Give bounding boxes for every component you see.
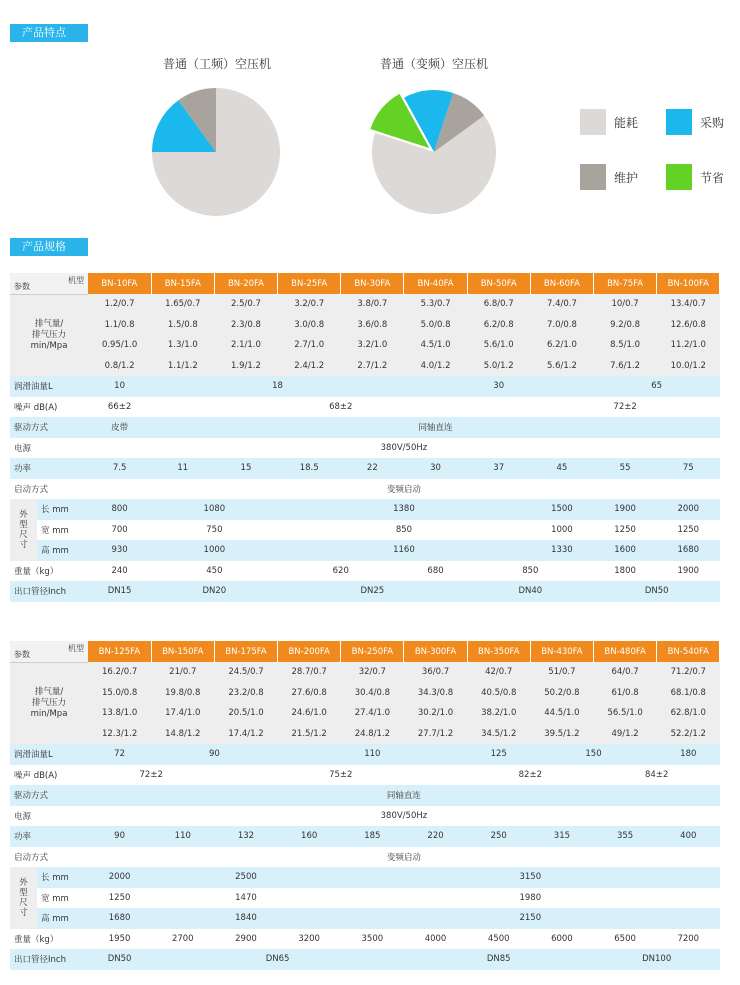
table-cell: 21.5/1.2 bbox=[278, 724, 341, 745]
table-cell: 620 bbox=[278, 561, 404, 582]
legend-item-purchase bbox=[666, 108, 724, 136]
table-cell: 1.5/0.8 bbox=[151, 315, 214, 336]
table-cell: 3500 bbox=[341, 929, 404, 950]
table-cell: 125 bbox=[467, 744, 530, 765]
table-cell: 42/0.7 bbox=[467, 662, 530, 683]
row-label-width: 宽 mm bbox=[37, 888, 88, 909]
table-cell: 6.2/1.0 bbox=[530, 335, 593, 356]
table-cell: 380V/50Hz bbox=[88, 806, 720, 827]
table-cell: 7.0/0.8 bbox=[530, 315, 593, 336]
table-cell: 2.7/1.0 bbox=[278, 335, 341, 356]
legend-item-saving bbox=[666, 163, 724, 191]
row-label-noise: 噪声 dB(A) bbox=[10, 397, 88, 418]
legend-item-energy bbox=[580, 108, 638, 136]
table-cell: 1250 bbox=[657, 520, 720, 541]
table-cell: 34.3/0.8 bbox=[404, 683, 467, 704]
table2-corner bbox=[10, 641, 88, 662]
table-cell: 30 bbox=[404, 458, 467, 479]
table-cell: 15.0/0.8 bbox=[88, 683, 151, 704]
table-cell: 3200 bbox=[278, 929, 341, 950]
table-cell: 5.6/1.0 bbox=[467, 335, 530, 356]
table-cell: 1680 bbox=[88, 908, 151, 929]
table-cell: 34.5/1.2 bbox=[467, 724, 530, 745]
table1-model-header: BN-60FA bbox=[530, 273, 593, 294]
row-label-noise: 噪声 dB(A) bbox=[10, 765, 88, 786]
table-cell: 39.5/1.2 bbox=[530, 724, 593, 745]
table-cell: DN50 bbox=[88, 949, 151, 970]
table-cell: 5.0/1.2 bbox=[467, 356, 530, 377]
corner-param-label: 参数 bbox=[14, 649, 30, 659]
table-cell: 68.1/0.8 bbox=[657, 683, 720, 704]
section-label-specs: 产品规格 bbox=[10, 238, 88, 256]
table2-model-header: BN-350FA bbox=[467, 641, 530, 662]
table-cell: 30 bbox=[404, 376, 594, 397]
table-cell: DN15 bbox=[88, 581, 151, 602]
table1-model-header: BN-30FA bbox=[341, 273, 404, 294]
table-cell: 11 bbox=[151, 458, 214, 479]
table-cell: 84±2 bbox=[594, 765, 720, 786]
table-cell: 450 bbox=[151, 561, 277, 582]
table-cell: 2000 bbox=[88, 867, 151, 888]
legend-label-saving: 节省 bbox=[700, 170, 725, 185]
table-cell: 22 bbox=[341, 458, 404, 479]
row-label-weight: 重量（kg） bbox=[10, 929, 88, 950]
table-cell: 68±2 bbox=[151, 397, 530, 418]
table2-model-header: BN-480FA bbox=[594, 641, 657, 662]
table2-model-header: BN-300FA bbox=[404, 641, 467, 662]
table-cell: 12.6/0.8 bbox=[657, 315, 720, 336]
row-label-oil: 润滑油量L bbox=[10, 744, 88, 765]
table-cell: 380V/50Hz bbox=[88, 438, 720, 459]
spec-table-2 bbox=[10, 641, 720, 970]
table-cell: 24.8/1.2 bbox=[341, 724, 404, 745]
table2-model-header: BN-250FA bbox=[341, 641, 404, 662]
table-cell: 1980 bbox=[341, 888, 720, 909]
table-cell: 72±2 bbox=[530, 397, 720, 418]
table-cell: 1.2/0.7 bbox=[88, 294, 151, 315]
table-cell: 11.2/1.0 bbox=[657, 335, 720, 356]
table-cell: 185 bbox=[341, 826, 404, 847]
table-cell: 5.6/1.2 bbox=[530, 356, 593, 377]
table-cell: 700 bbox=[88, 520, 151, 541]
table2-model-header: BN-430FA bbox=[530, 641, 593, 662]
table-cell: 400 bbox=[657, 826, 720, 847]
table-cell: 2700 bbox=[151, 929, 214, 950]
table-cell: 19.8/0.8 bbox=[151, 683, 214, 704]
row-label-power-source: 电源 bbox=[10, 806, 88, 827]
table-cell: 17.4/1.0 bbox=[151, 703, 214, 724]
legend-label-maintenance: 维护 bbox=[614, 170, 639, 185]
table-cell: 1600 bbox=[594, 540, 657, 561]
table1-model-header: BN-15FA bbox=[151, 273, 214, 294]
table-cell: 30.2/1.0 bbox=[404, 703, 467, 724]
table-cell: 250 bbox=[467, 826, 530, 847]
table-cell: 27.7/1.2 bbox=[404, 724, 467, 745]
legend-swatch-maintenance bbox=[580, 164, 606, 190]
table-cell: 皮带 bbox=[88, 417, 151, 438]
table-cell: 680 bbox=[404, 561, 467, 582]
table-cell: 3.0/0.8 bbox=[278, 315, 341, 336]
table-cell: 6000 bbox=[530, 929, 593, 950]
table-cell: 1470 bbox=[151, 888, 341, 909]
table-cell: 30.4/0.8 bbox=[341, 683, 404, 704]
table-cell: 220 bbox=[404, 826, 467, 847]
table-cell: 110 bbox=[278, 744, 468, 765]
table-cell: 45 bbox=[530, 458, 593, 479]
table-cell: 72±2 bbox=[88, 765, 214, 786]
table-cell: 18.5 bbox=[278, 458, 341, 479]
table-cell: 0.8/1.2 bbox=[88, 356, 151, 377]
table-cell: 10.0/1.2 bbox=[657, 356, 720, 377]
table-cell: 1.1/0.8 bbox=[88, 315, 151, 336]
corner-model-label: 机型 bbox=[68, 276, 84, 285]
table-cell: 1.1/1.2 bbox=[151, 356, 214, 377]
table-cell: 5.0/0.8 bbox=[404, 315, 467, 336]
table-cell: 1330 bbox=[530, 540, 593, 561]
table-cell: 24.5/0.7 bbox=[214, 662, 277, 683]
table-cell: 10/0.7 bbox=[594, 294, 657, 315]
row-label-width: 宽 mm bbox=[37, 520, 88, 541]
table-cell: 4500 bbox=[467, 929, 530, 950]
row-label-drive: 驱动方式 bbox=[10, 417, 88, 438]
table-cell: 28.7/0.7 bbox=[278, 662, 341, 683]
legend-swatch-energy bbox=[580, 109, 606, 135]
table-cell: 1950 bbox=[88, 929, 151, 950]
row-label-start: 启动方式 bbox=[10, 479, 88, 500]
table-cell: 1.9/1.2 bbox=[214, 356, 277, 377]
table-cell: 38.2/1.0 bbox=[467, 703, 530, 724]
table-cell: 12.3/1.2 bbox=[88, 724, 151, 745]
table-cell: 355 bbox=[594, 826, 657, 847]
table1-model-header: BN-20FA bbox=[214, 273, 277, 294]
table-cell: 16.2/0.7 bbox=[88, 662, 151, 683]
table-cell: 1160 bbox=[278, 540, 531, 561]
table-cell: 850 bbox=[278, 520, 531, 541]
table2-model-header: BN-175FA bbox=[214, 641, 277, 662]
table-cell: 930 bbox=[88, 540, 151, 561]
legend-label-purchase: 采购 bbox=[700, 115, 725, 130]
table-cell: 132 bbox=[214, 826, 277, 847]
table-cell: 240 bbox=[88, 561, 151, 582]
table-cell: 1000 bbox=[151, 540, 277, 561]
table-cell: 56.5/1.0 bbox=[594, 703, 657, 724]
table-cell: 800 bbox=[88, 499, 151, 520]
table-cell: 90 bbox=[151, 744, 277, 765]
row-label-drive: 驱动方式 bbox=[10, 785, 88, 806]
row-label-length: 长 mm bbox=[37, 499, 88, 520]
chart-title-right: 普通（变频）空压机 bbox=[379, 57, 488, 71]
table-cell: 1680 bbox=[657, 540, 720, 561]
table-cell: 5.3/0.7 bbox=[404, 294, 467, 315]
table-cell: 180 bbox=[657, 744, 720, 765]
table-cell: 82±2 bbox=[467, 765, 593, 786]
row-label-outlet: 出口管径Inch bbox=[10, 949, 88, 970]
table1-model-header: BN-50FA bbox=[467, 273, 530, 294]
table-cell: 1.3/1.0 bbox=[151, 335, 214, 356]
table-cell: 62.8/1.0 bbox=[657, 703, 720, 724]
table-cell: 3.2/1.0 bbox=[341, 335, 404, 356]
table-cell: 51/0.7 bbox=[530, 662, 593, 683]
table-cell: 7.6/1.2 bbox=[594, 356, 657, 377]
table-cell: 同轴直连 bbox=[88, 785, 720, 806]
table-cell: 1080 bbox=[151, 499, 277, 520]
table-cell: 36/0.7 bbox=[404, 662, 467, 683]
table-cell: 32/0.7 bbox=[341, 662, 404, 683]
table-cell: 变频启动 bbox=[88, 479, 720, 500]
table-cell: 71.2/0.7 bbox=[657, 662, 720, 683]
table-cell: 1.65/0.7 bbox=[151, 294, 214, 315]
table-cell: 1250 bbox=[594, 520, 657, 541]
table-cell: 64/0.7 bbox=[594, 662, 657, 683]
table2-model-header: BN-150FA bbox=[151, 641, 214, 662]
table1-corner bbox=[10, 273, 88, 294]
table-cell: 850 bbox=[467, 561, 593, 582]
table-cell: 750 bbox=[151, 520, 277, 541]
table-cell: 315 bbox=[530, 826, 593, 847]
table1-model-header: BN-40FA bbox=[404, 273, 467, 294]
table-cell: 1900 bbox=[594, 499, 657, 520]
table-cell: 3.8/0.7 bbox=[341, 294, 404, 315]
table-cell: 37 bbox=[467, 458, 530, 479]
row-label-power-source: 电源 bbox=[10, 438, 88, 459]
table1-model-header: BN-25FA bbox=[278, 273, 341, 294]
table-cell: 4000 bbox=[404, 929, 467, 950]
table2-model-header: BN-200FA bbox=[278, 641, 341, 662]
pie-chart-left bbox=[150, 86, 282, 218]
table-cell: 2.3/0.8 bbox=[214, 315, 277, 336]
row-label-power: 功率 bbox=[10, 458, 88, 479]
legend-swatch-saving bbox=[666, 164, 692, 190]
table-cell: 40.5/0.8 bbox=[467, 683, 530, 704]
table-cell: 4.0/1.2 bbox=[404, 356, 467, 377]
table-cell: 1840 bbox=[151, 908, 341, 929]
table-cell: 6.8/0.7 bbox=[467, 294, 530, 315]
table-cell: 20.5/1.0 bbox=[214, 703, 277, 724]
row-label-dims: 外 型 尺 寸 bbox=[10, 867, 37, 929]
chart-title-left: 普通（工频）空压机 bbox=[162, 57, 271, 71]
table-cell: 23.2/0.8 bbox=[214, 683, 277, 704]
table-cell: 75 bbox=[657, 458, 720, 479]
table-cell: DN100 bbox=[594, 949, 720, 970]
table-cell: 2150 bbox=[341, 908, 720, 929]
table-cell: 2000 bbox=[657, 499, 720, 520]
row-label-height: 高 mm bbox=[37, 540, 88, 561]
row-label-start: 启动方式 bbox=[10, 847, 88, 868]
row-label-oil: 润滑油量L bbox=[10, 376, 88, 397]
table2-model-header: BN-540FA bbox=[657, 641, 720, 662]
table1-model-header: BN-10FA bbox=[88, 273, 151, 294]
table-cell: 49/1.2 bbox=[594, 724, 657, 745]
table-cell: DN50 bbox=[594, 581, 720, 602]
table-cell: 1000 bbox=[530, 520, 593, 541]
table-cell: 110 bbox=[151, 826, 214, 847]
table-cell: 8.5/1.0 bbox=[594, 335, 657, 356]
table-cell: 7.5 bbox=[88, 458, 151, 479]
table-cell: 2500 bbox=[151, 867, 341, 888]
table-cell: 18 bbox=[151, 376, 404, 397]
table-cell: DN85 bbox=[404, 949, 594, 970]
table-cell: 同轴直连 bbox=[151, 417, 720, 438]
row-label-length: 长 mm bbox=[37, 867, 88, 888]
table-cell: 21/0.7 bbox=[151, 662, 214, 683]
table-cell: 2.5/0.7 bbox=[214, 294, 277, 315]
table-cell: 52.2/1.2 bbox=[657, 724, 720, 745]
table-cell: 9.2/0.8 bbox=[594, 315, 657, 336]
table-cell: 24.6/1.0 bbox=[278, 703, 341, 724]
table-cell: DN20 bbox=[151, 581, 277, 602]
row-label-flow: 排气量/ 排气压力 min/Mpa bbox=[10, 294, 88, 376]
table-cell: 13.8/1.0 bbox=[88, 703, 151, 724]
table-cell: DN65 bbox=[151, 949, 404, 970]
table-cell: 13.4/0.7 bbox=[657, 294, 720, 315]
table-cell: 7.4/0.7 bbox=[530, 294, 593, 315]
row-label-dims: 外 型 尺 寸 bbox=[10, 499, 37, 561]
table-cell: 4.5/1.0 bbox=[404, 335, 467, 356]
table-cell: 27.6/0.8 bbox=[278, 683, 341, 704]
table-cell: 90 bbox=[88, 826, 151, 847]
table-cell: 14.8/1.2 bbox=[151, 724, 214, 745]
table-cell: 2900 bbox=[214, 929, 277, 950]
table-cell: 27.4/1.0 bbox=[341, 703, 404, 724]
corner-param-label: 参数 bbox=[14, 281, 30, 291]
table-cell: 0.95/1.0 bbox=[88, 335, 151, 356]
table-cell: 6.2/0.8 bbox=[467, 315, 530, 336]
table-cell: 50.2/0.8 bbox=[530, 683, 593, 704]
table-cell: 1500 bbox=[530, 499, 593, 520]
table-cell: 61/0.8 bbox=[594, 683, 657, 704]
spec-table-1 bbox=[10, 273, 720, 602]
row-label-height: 高 mm bbox=[37, 908, 88, 929]
legend-label-energy: 能耗 bbox=[614, 115, 639, 130]
table-cell: 55 bbox=[594, 458, 657, 479]
table-cell: 65 bbox=[594, 376, 720, 397]
table-cell: 15 bbox=[214, 458, 277, 479]
table-cell: 66±2 bbox=[88, 397, 151, 418]
table-cell: DN40 bbox=[467, 581, 593, 602]
table-cell: 2.1/1.0 bbox=[214, 335, 277, 356]
row-label-flow: 排气量/ 排气压力 min/Mpa bbox=[10, 662, 88, 744]
table-cell: 7200 bbox=[657, 929, 720, 950]
table1-model-header: BN-75FA bbox=[594, 273, 657, 294]
table-cell: 44.5/1.0 bbox=[530, 703, 593, 724]
table-cell: 17.4/1.2 bbox=[214, 724, 277, 745]
row-label-power: 功率 bbox=[10, 826, 88, 847]
section-label-features: 产品特点 bbox=[10, 24, 88, 42]
legend-swatch-purchase bbox=[666, 109, 692, 135]
table2-model-header: BN-125FA bbox=[88, 641, 151, 662]
table-cell: 1250 bbox=[88, 888, 151, 909]
table1-model-header: BN-100FA bbox=[657, 273, 720, 294]
table-cell: 75±2 bbox=[214, 765, 467, 786]
corner-model-label: 机型 bbox=[68, 644, 84, 653]
legend-item-maintenance bbox=[580, 163, 638, 191]
table-cell: 150 bbox=[530, 744, 656, 765]
table-cell: 2.4/1.2 bbox=[278, 356, 341, 377]
table-cell: 6500 bbox=[594, 929, 657, 950]
table-cell: 1800 bbox=[594, 561, 657, 582]
row-label-outlet: 出口管径Inch bbox=[10, 581, 88, 602]
row-label-weight: 重量（kg） bbox=[10, 561, 88, 582]
table-cell: 10 bbox=[88, 376, 151, 397]
table-cell: DN25 bbox=[278, 581, 468, 602]
table-cell: 72 bbox=[88, 744, 151, 765]
table-cell: 3.6/0.8 bbox=[341, 315, 404, 336]
pie-chart-right bbox=[358, 84, 498, 220]
table-cell: 160 bbox=[278, 826, 341, 847]
table-cell: 2.7/1.2 bbox=[341, 356, 404, 377]
table-cell: 变频启动 bbox=[88, 847, 720, 868]
table-cell: 1380 bbox=[278, 499, 531, 520]
table-cell: 3.2/0.7 bbox=[278, 294, 341, 315]
table-cell: 1900 bbox=[657, 561, 720, 582]
table-cell: 3150 bbox=[341, 867, 720, 888]
